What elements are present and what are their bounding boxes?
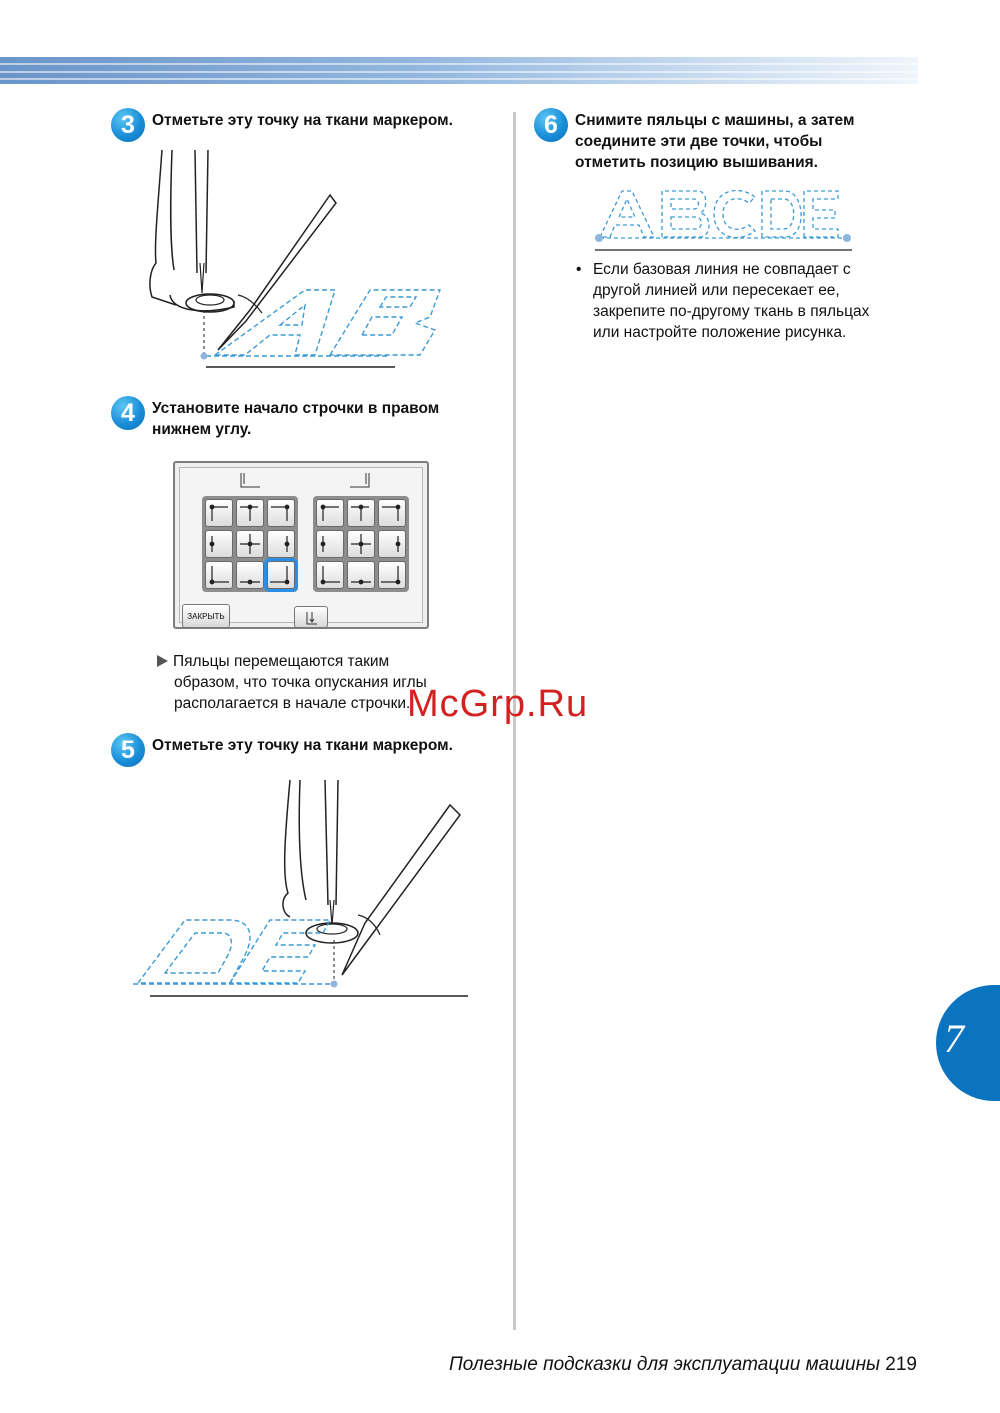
panel-body	[179, 467, 423, 623]
chapter-number: 7	[944, 1016, 964, 1061]
result-text: Пяльцы перемещаются таким	[173, 653, 390, 670]
page-footer	[449, 1354, 917, 1376]
key-glyphs	[202, 496, 409, 592]
note-line	[576, 259, 869, 280]
step-text-line: соедините эти две точки, чтобы	[575, 133, 823, 150]
step-number: 6	[534, 108, 568, 142]
step-number: 4	[111, 396, 145, 430]
right-needle-icon	[348, 472, 372, 490]
step-text: Отметьте эту точку на ткани маркером.	[152, 737, 453, 754]
note-line: другой линией или пересекает ее,	[593, 282, 840, 299]
step-text-line: отметить позицию вышивания.	[575, 154, 818, 171]
start-position-panel	[173, 461, 429, 629]
note-line: закрепите по-другому ткань в пяльцах	[593, 303, 870, 320]
step-text-line: нижнем углу.	[152, 421, 252, 438]
page-number: 219	[885, 1354, 917, 1375]
result-line: образом, что точка опускания иглы	[174, 674, 427, 691]
chapter-tab	[936, 985, 1000, 1101]
needle-down-icon	[304, 610, 320, 626]
step-text	[575, 110, 854, 173]
step6-note	[576, 259, 869, 343]
step3-illustration	[140, 145, 460, 375]
step6-illustration	[590, 185, 855, 255]
step-text	[152, 398, 439, 440]
step5-illustration	[130, 775, 475, 1000]
note-line: или настройте положение рисунка.	[593, 324, 847, 341]
step-6	[534, 110, 854, 173]
watermark: McGrp.Ru	[407, 683, 589, 725]
step-4	[111, 398, 439, 440]
result-line	[157, 651, 427, 672]
close-button[interactable]: ЗАКРЫТЬ	[182, 604, 230, 628]
step4-result	[157, 651, 427, 714]
left-needle-icon	[238, 472, 262, 490]
footer-title: Полезные подсказки для эксплуатации машины	[449, 1354, 881, 1375]
header-band	[0, 57, 918, 84]
result-line: располагается в начале строчки.	[174, 695, 411, 712]
bullet-marker: •	[576, 261, 582, 278]
step-text: Отметьте эту точку на ткани маркером.	[152, 112, 453, 129]
step-text-line: Снимите пяльцы с машины, а затем	[575, 112, 855, 129]
note-text: Если базовая линия не совпадает с	[593, 261, 851, 278]
result-arrow-icon	[157, 655, 168, 667]
step-3	[111, 110, 453, 142]
needle-position-button[interactable]	[294, 606, 328, 628]
step-number: 3	[111, 108, 145, 142]
step-text-line: Установите начало строчки в правом	[152, 400, 440, 417]
step-number: 5	[111, 733, 145, 767]
step-5	[111, 735, 453, 767]
